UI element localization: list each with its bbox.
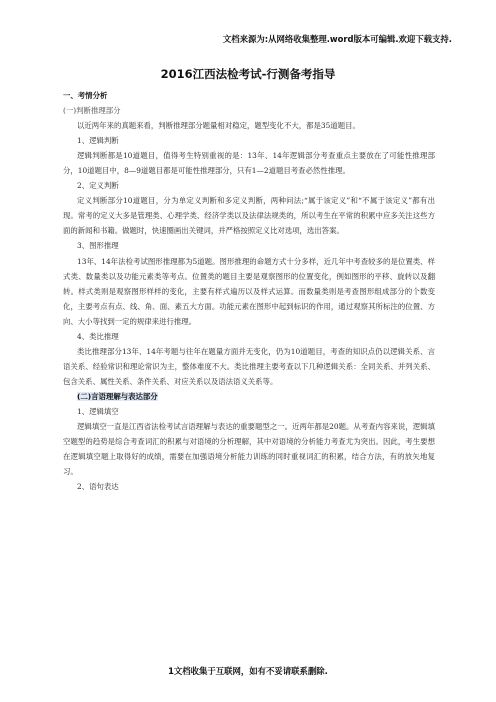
paragraph: 定义判断部分10道题目，分为单定义判断和多定义判断，两种问法;“属于该定义”和“不属于该定义”都有出现。常考的定义大多是管理类、心理学类、经济学类以及法律法规类的，所以考生在平常的积累中应多关注这些方面的新闻和书籍。做题时，快速圈画出关键词，并严格按照定义比对选项，选出答案。 [63, 196, 435, 236]
page-title: 2016江西法检考试-行测备考指导 [160, 67, 336, 81]
item-heading: 1、逻辑填空 [77, 406, 119, 416]
footer-note: 1文档收集于互联网，如有不妥请联系删除. [168, 666, 328, 676]
item-heading: 1、逻辑判断 [77, 136, 119, 146]
paragraph: 13年、14年法检考试图形推理都为5道题。图形推理的命题方式十分多样，近几年中考查较多的是位置类、样式类、数量类以及功能元素类等考点。位置类的题目主要是观察图形的位置变化，例如图形的平移、旋转以及翻转。样式类则是观察图形样样的变化，主要有样式遍历以及样式运算。而数量类则是考查图形组成部分的个数变化，主要考点有点、线、角、面、素五大方面。功能元素在图形中起到标识的作用，通过观察其所标注的位置、方向、大小等找到一定的规律来进行推理。 [63, 256, 435, 326]
paragraph: 以近两年来的真题来看，判断推理部分题量相对稳定，题型变化不大，都是35道题目。 [77, 121, 360, 131]
section-heading: 一、考情分析 [63, 91, 108, 100]
item-heading: 3、图形推理 [77, 241, 119, 251]
subsection-heading: (一)判断推理部分 [63, 106, 121, 116]
document-body [63, 88, 435, 494]
subsection-heading-highlighted: (二)言语理解与表达部分 [77, 391, 158, 401]
item-heading: 4、类比推理 [77, 331, 119, 341]
header-note: 文档来源为:从网络收集整理.word版本可编辑.欢迎下载支持. [222, 34, 452, 44]
paragraph: 逻辑填空一直是江西省法检考试言语理解与表达的重要题型之一。近两年都是20题。从考查内容来说，逻辑填空题型的趋势是综合考查词汇的积累与对语境的分析理解，其中对语境的分析能力考查尤为突出。因此，考生要想在逻辑填空题上取得好的成绩，需要在加强语境分析能力训练的同时重视词汇的积累，结合方法，有的放矢地复习。 [63, 422, 435, 477]
paragraph: 逻辑判断都是10道题目，值得考生特别重视的是：13年、14年逻辑部分考查重点主要放在了可能性推理部分，10道题目中，8—9道题目都是可能性推理部分，只有1—2道题目考查必然性推理。 [63, 151, 435, 176]
item-heading: 2、定义判断 [77, 181, 119, 191]
item-heading: 2、语句表达 [77, 482, 119, 492]
paragraph: 类比推理部分13年、14年考题与往年在题量方面并无变化，仍为10道题目，考查的知识点仍以逻辑关系、言语关系、经验常识和理论常识为主，整体难度不大。类比推理主要考查以下几种逻辑关系：全同关系、并列关系、包含关系、属性关系、条件关系、对应关系以及语法语义关系等。 [63, 346, 435, 386]
